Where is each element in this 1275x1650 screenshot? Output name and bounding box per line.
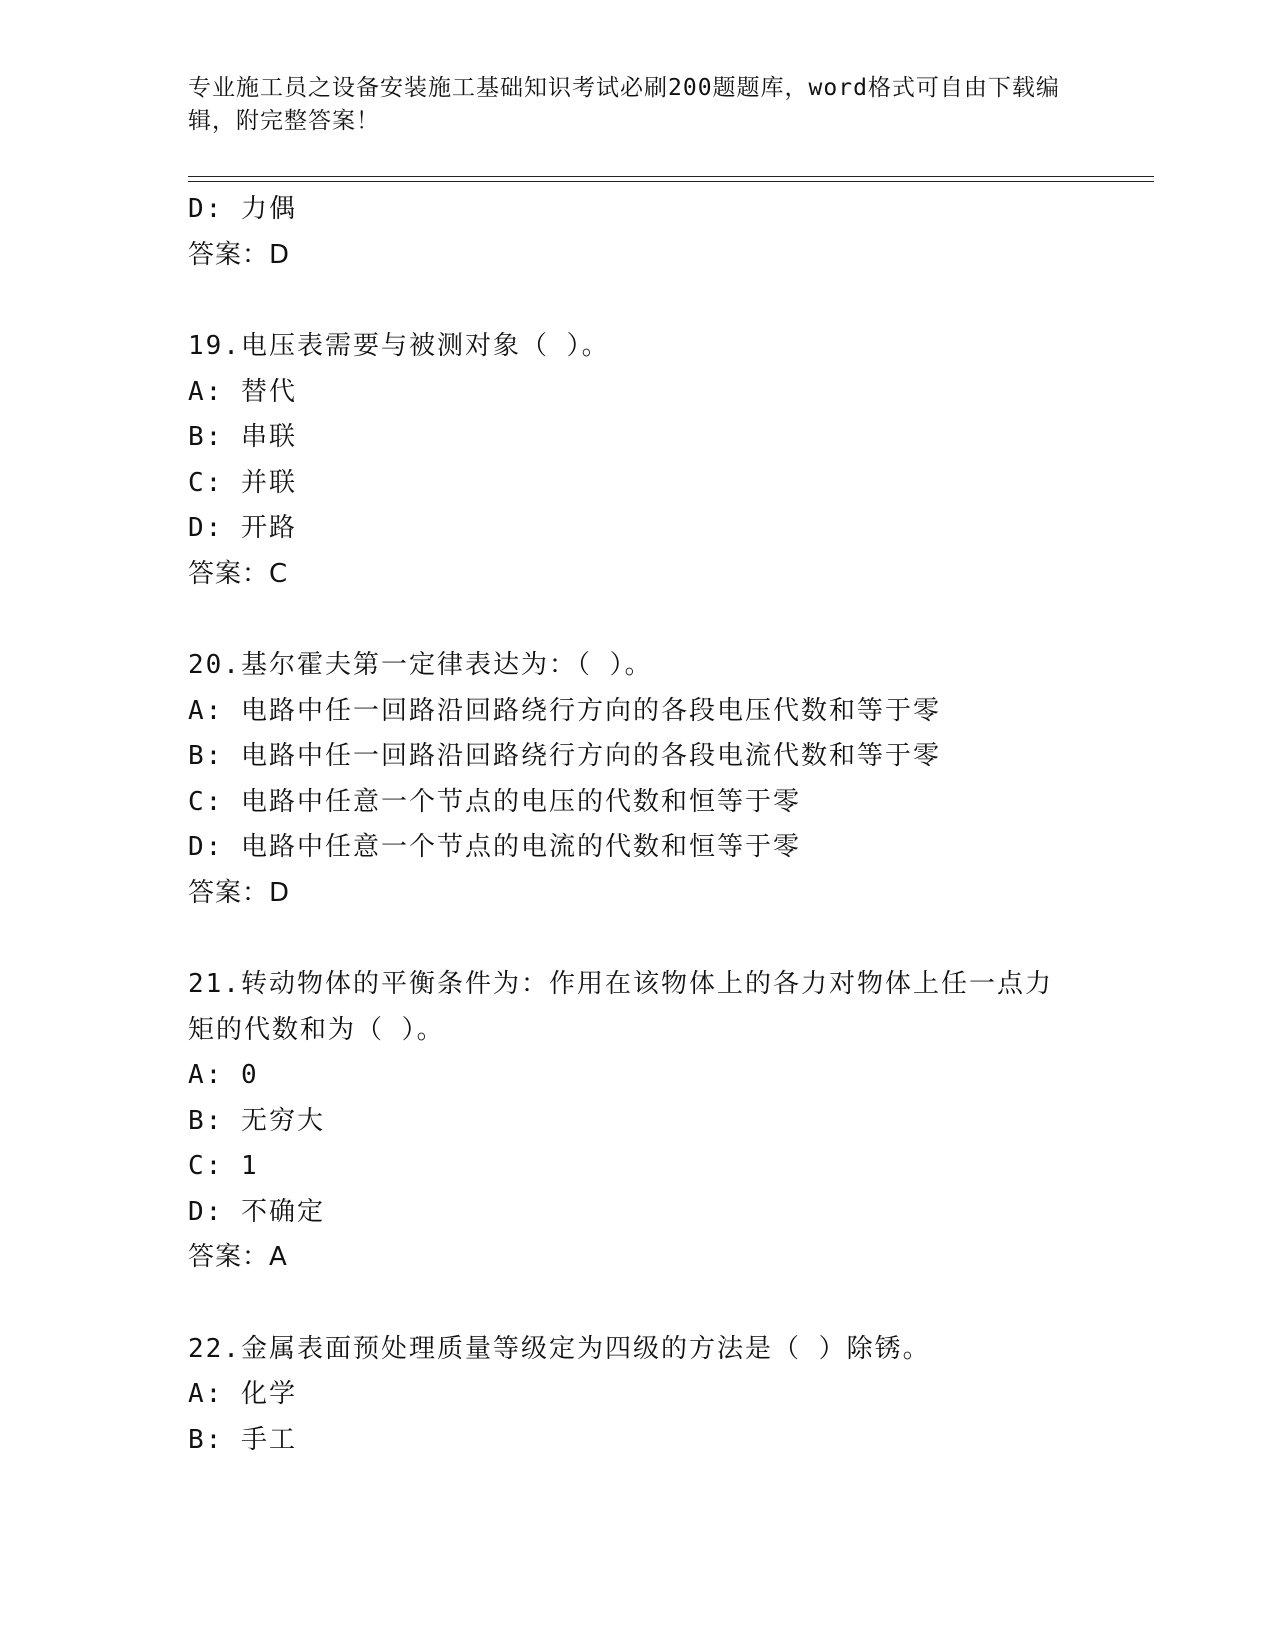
- option-a: A: 0: [188, 1060, 259, 1090]
- question-stem: 22.金属表面预处理质量等级定为四级的方法是（ ）除锈。: [188, 1333, 931, 1364]
- question-18-tail: [188, 187, 1154, 278]
- option-a: A: 化学: [188, 1379, 297, 1409]
- option-d: D: 开路: [188, 513, 297, 543]
- question-20: [188, 643, 1154, 916]
- question-stem: 20.基尔霍夫第一定律表达为：（ ）。: [188, 650, 653, 680]
- document-header: 专业施工员之设备安装施工基础知识考试必刷200题题库，word格式可自由下载编辑，附完整答案！: [188, 75, 1060, 134]
- option-d: D: 力偶: [188, 194, 297, 224]
- option-c: C: 1: [188, 1151, 259, 1181]
- option-a: A: 电路中任一回路沿回路绕行方向的各段电压代数和等于零: [188, 695, 941, 726]
- option-d: D: 不确定: [188, 1196, 325, 1227]
- answer: 答案：D: [188, 877, 291, 908]
- option-b: B: 电路中任一回路沿回路绕行方向的各段电流代数和等于零: [188, 741, 941, 771]
- question-21: [188, 962, 1154, 1281]
- header-divider-bottom: [188, 181, 1154, 182]
- option-b: B: 串联: [188, 422, 297, 452]
- question-22: [188, 1327, 1154, 1464]
- header-divider-top: [188, 176, 1154, 177]
- question-stem: 19.电压表需要与被测对象（ ）。: [188, 331, 610, 361]
- answer: 答案：A: [188, 1242, 288, 1272]
- option-a: A: 替代: [188, 376, 297, 407]
- answer: 答案：C: [188, 558, 289, 589]
- answer: 答案：D: [188, 239, 291, 270]
- option-c: C: 电路中任意一个节点的电压的代数和恒等于零: [188, 786, 801, 817]
- option-b: B: 无穷大: [188, 1105, 325, 1136]
- question-list: [188, 187, 1154, 1463]
- option-b: B: 手工: [188, 1424, 297, 1455]
- option-c: C: 并联: [188, 467, 297, 498]
- option-d: D: 电路中任意一个节点的电流的代数和恒等于零: [188, 832, 801, 862]
- question-19: [188, 324, 1154, 597]
- question-stem: 21.转动物体的平衡条件为：作用在该物体上的各力对物体上任一点力矩的代数和为（ ）。: [188, 969, 1053, 1045]
